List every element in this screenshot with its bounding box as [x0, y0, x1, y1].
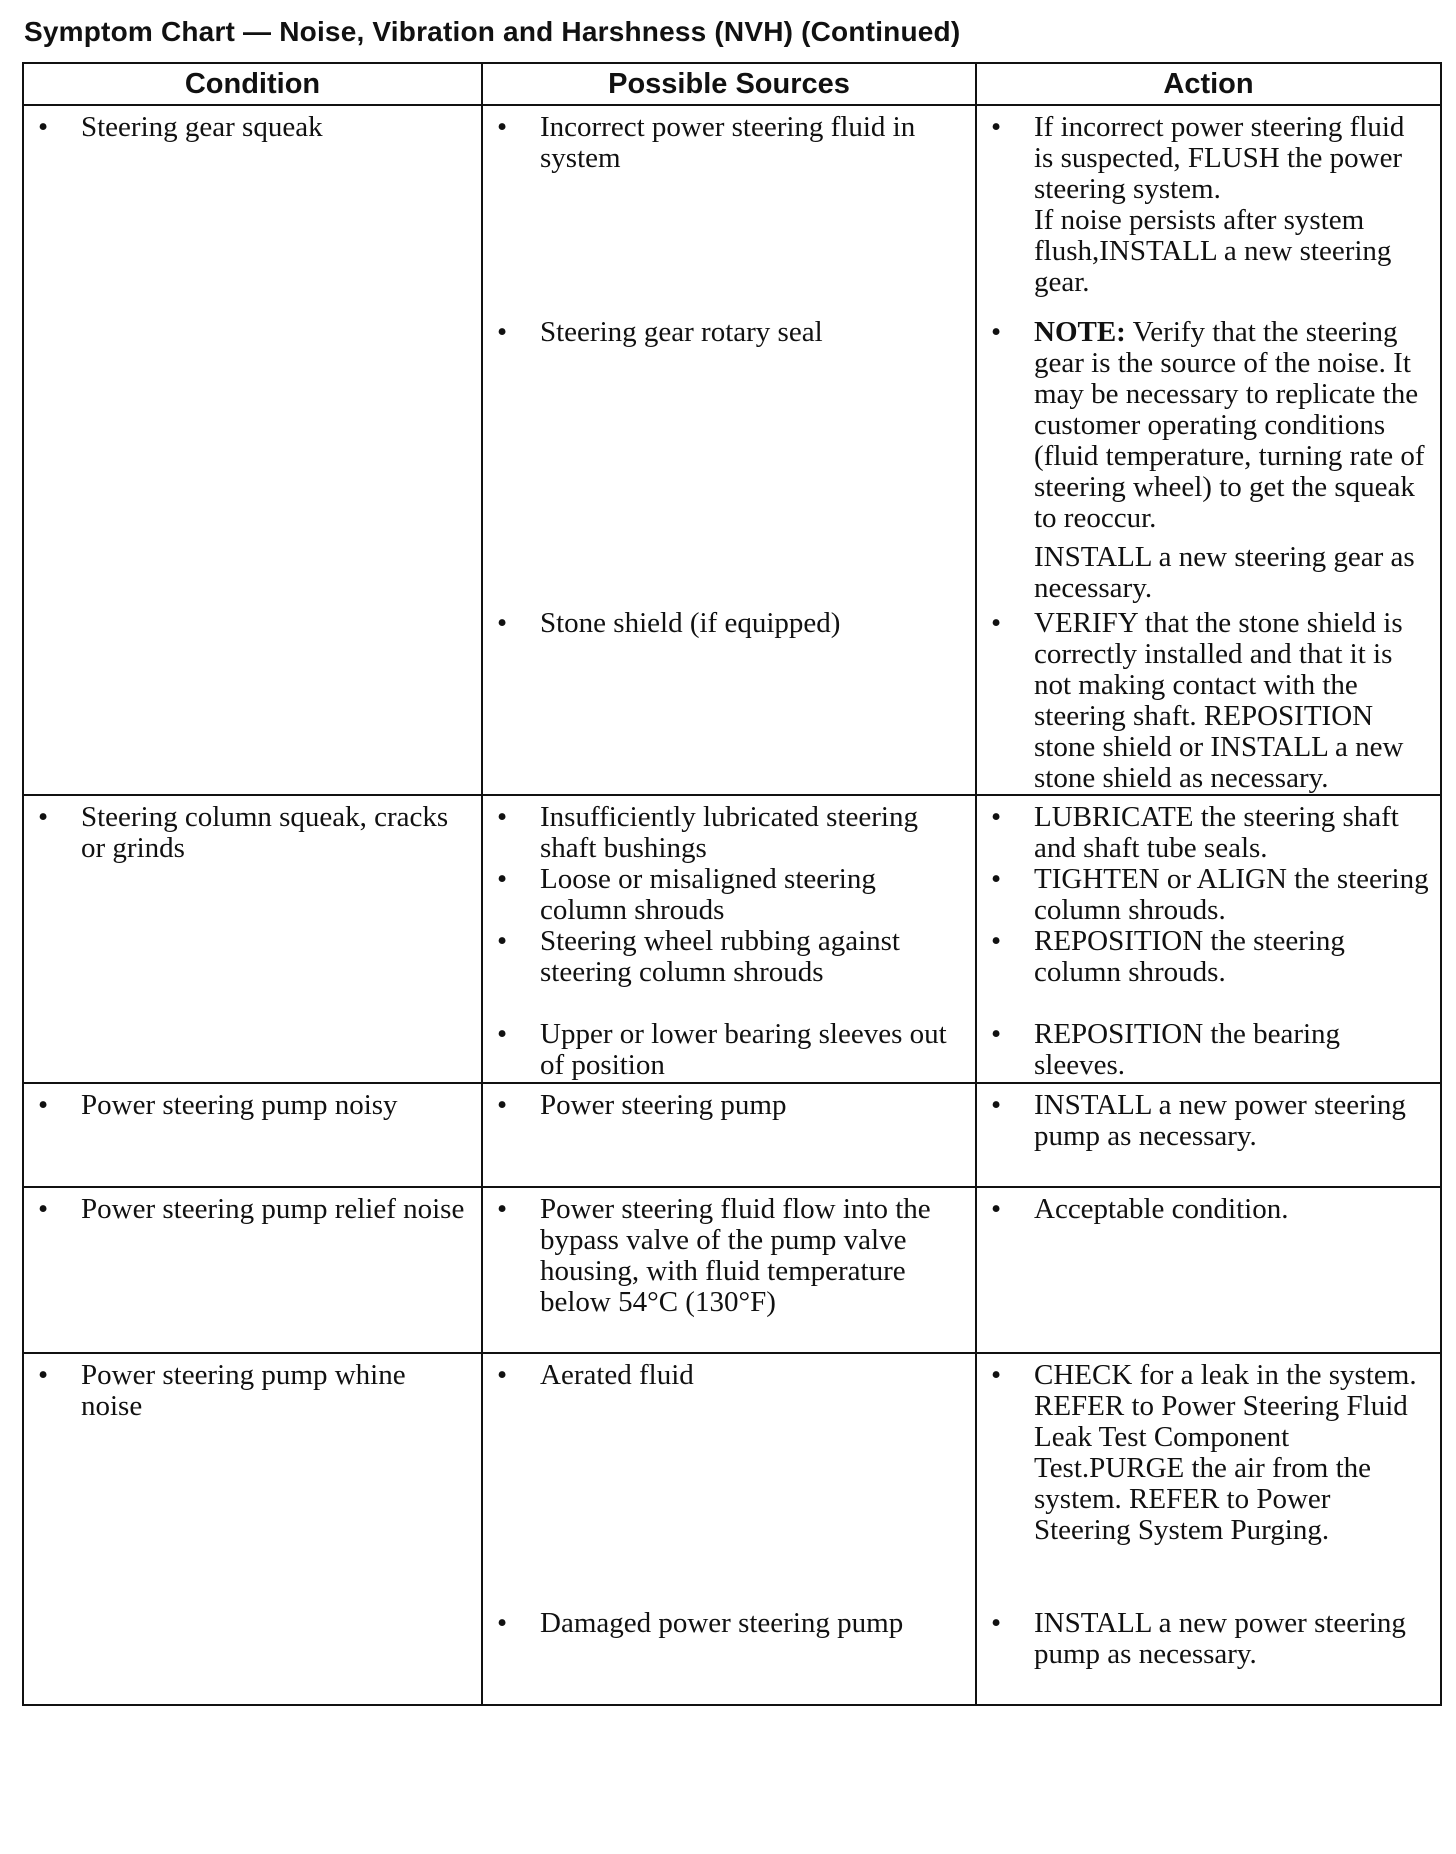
page-title: Symptom Chart — Noise, Vibration and Harshness (NVH) (Continued)	[24, 16, 961, 47]
condition-cell	[23, 105, 482, 795]
source-text: Steering gear rotary seal	[540, 316, 823, 348]
bullet-icon: •	[38, 1359, 49, 1391]
condition-entry	[34, 112, 471, 143]
source-text: Upper or lower bearing sleeves out of position	[540, 1018, 947, 1081]
action-entry	[987, 1019, 1430, 1081]
action-text: REPOSITION the bearing sleeves.	[1034, 1018, 1341, 1081]
bullet-icon: •	[991, 1193, 1002, 1225]
condition-text: Power steering pump relief noise	[81, 1193, 465, 1225]
action-cell	[976, 795, 1441, 1083]
action-entry	[987, 317, 1430, 608]
action-entry	[987, 864, 1430, 926]
action-cell	[976, 105, 1441, 795]
source-text: Loose or misaligned steering column shrouds	[540, 863, 876, 926]
action-text: If noise persists after system flush,INSTALL a new steering gear.	[1034, 204, 1392, 298]
action-entry	[987, 926, 1430, 1019]
bullet-icon: •	[991, 1089, 1002, 1121]
action-cell	[976, 1353, 1441, 1705]
source-entry	[493, 1608, 965, 1639]
possible-sources-cell	[482, 1083, 976, 1187]
source-entry	[493, 802, 965, 864]
possible-sources-cell	[482, 1353, 976, 1705]
action-entry	[987, 112, 1430, 317]
action-text: INSTALL a new power steering pump as necessary.	[1034, 1607, 1406, 1670]
table-row	[23, 795, 1441, 1083]
bullet-icon: •	[38, 1089, 49, 1121]
table-row	[23, 1083, 1441, 1187]
action-text: TIGHTEN or ALIGN the steering column shrouds.	[1034, 863, 1429, 926]
bullet-icon: •	[497, 607, 508, 639]
bullet-icon: •	[497, 1359, 508, 1391]
action-cell	[976, 1187, 1441, 1353]
source-text: Insufficiently lubricated steering shaft bushings	[540, 801, 918, 864]
source-text: Stone shield (if equipped)	[540, 607, 841, 639]
action-entry	[987, 1360, 1430, 1608]
action-text	[1034, 317, 1430, 534]
bullet-icon: •	[991, 863, 1002, 895]
note-label: NOTE:	[1034, 316, 1126, 348]
table-row	[23, 1353, 1441, 1705]
action-entry	[987, 1194, 1430, 1225]
bullet-icon: •	[991, 1359, 1002, 1391]
bullet-icon: •	[38, 801, 49, 833]
source-entry	[493, 317, 965, 608]
condition-text: Power steering pump whine noise	[81, 1359, 406, 1422]
bullet-icon: •	[497, 316, 508, 348]
action-entry	[987, 608, 1430, 794]
condition-entry	[34, 802, 471, 864]
source-entry	[493, 1090, 965, 1121]
condition-entry	[34, 1194, 471, 1225]
source-text: Power steering fluid flow into the bypass valve of the pump valve housing, with fluid temperature below 54°C (130°F)	[540, 1193, 931, 1318]
bullet-icon: •	[991, 607, 1002, 639]
action-text: REPOSITION the steering column shrouds.	[1034, 925, 1345, 988]
source-text: Aerated fluid	[540, 1359, 694, 1391]
action-text: INSTALL a new steering gear as necessary.	[1034, 541, 1415, 604]
action-text: VERIFY that the stone shield is correctly installed and that it is not making contact with the steering shaft. REPOSITION stone shield or INSTALL a new stone shield as necessary.	[1034, 607, 1404, 794]
condition-cell	[23, 795, 482, 1083]
action-entry	[987, 802, 1430, 864]
source-entry	[493, 864, 965, 926]
source-entry	[493, 608, 965, 639]
bullet-icon: •	[991, 111, 1002, 143]
table-row	[23, 1187, 1441, 1353]
bullet-icon: •	[497, 863, 508, 895]
action-text: LUBRICATE the steering shaft and shaft tube seals.	[1034, 801, 1399, 864]
condition-text: Power steering pump noisy	[81, 1089, 398, 1121]
source-text: Damaged power steering pump	[540, 1607, 904, 1639]
bullet-icon: •	[497, 111, 508, 143]
possible-sources-cell	[482, 1187, 976, 1353]
source-text: Power steering pump	[540, 1089, 787, 1121]
column-header-action: Action	[976, 63, 1441, 105]
bullet-icon: •	[991, 801, 1002, 833]
note-text: Verify that the steering gear is the source of the noise. It may be necessary to replicate the customer operating conditions (fluid temperature, turning rate of steering wheel) to get the squeak to reoccur.	[1034, 316, 1425, 534]
column-header-condition: Condition	[23, 63, 482, 105]
bullet-icon: •	[497, 1089, 508, 1121]
source-entry	[493, 926, 965, 1019]
condition-entry	[34, 1360, 471, 1422]
action-text: If incorrect power steering fluid is suspected, FLUSH the power steering system.	[1034, 111, 1405, 205]
source-entry	[493, 112, 965, 317]
bullet-icon: •	[497, 801, 508, 833]
condition-cell	[23, 1187, 482, 1353]
bullet-icon: •	[497, 1193, 508, 1225]
action-text: CHECK for a leak in the system. REFER to Power Steering Fluid Leak Test Component Test.PURGE the air from the system. REFER to Power Steering System Purging.	[1034, 1359, 1417, 1546]
bullet-icon: •	[497, 1018, 508, 1050]
table-row	[23, 105, 1441, 795]
action-text: INSTALL a new power steering pump as necessary.	[1034, 1089, 1406, 1152]
source-text: Incorrect power steering fluid in system	[540, 111, 916, 174]
bullet-icon: •	[991, 925, 1002, 957]
source-text: Steering wheel rubbing against steering column shrouds	[540, 925, 900, 988]
action-entry	[987, 1608, 1430, 1670]
condition-entry	[34, 1090, 471, 1121]
condition-cell	[23, 1083, 482, 1187]
action-text: Acceptable condition.	[1034, 1193, 1289, 1225]
action-entry	[987, 1090, 1430, 1152]
bullet-icon: •	[991, 316, 1002, 348]
action-cell	[976, 1083, 1441, 1187]
column-header-possible-sources: Possible Sources	[482, 63, 976, 105]
bullet-icon: •	[991, 1607, 1002, 1639]
condition-cell	[23, 1353, 482, 1705]
source-entry	[493, 1194, 965, 1318]
bullet-icon: •	[38, 111, 49, 143]
condition-text: Steering column squeak, cracks or grinds	[81, 801, 449, 864]
symptom-chart-table	[22, 62, 1442, 1706]
source-entry	[493, 1360, 965, 1608]
source-entry	[493, 1019, 965, 1081]
bullet-icon: •	[497, 1607, 508, 1639]
header-row	[23, 63, 1441, 105]
bullet-icon: •	[497, 925, 508, 957]
bullet-icon: •	[38, 1193, 49, 1225]
possible-sources-cell	[482, 795, 976, 1083]
bullet-icon: •	[991, 1018, 1002, 1050]
possible-sources-cell	[482, 105, 976, 795]
condition-text: Steering gear squeak	[81, 111, 323, 143]
